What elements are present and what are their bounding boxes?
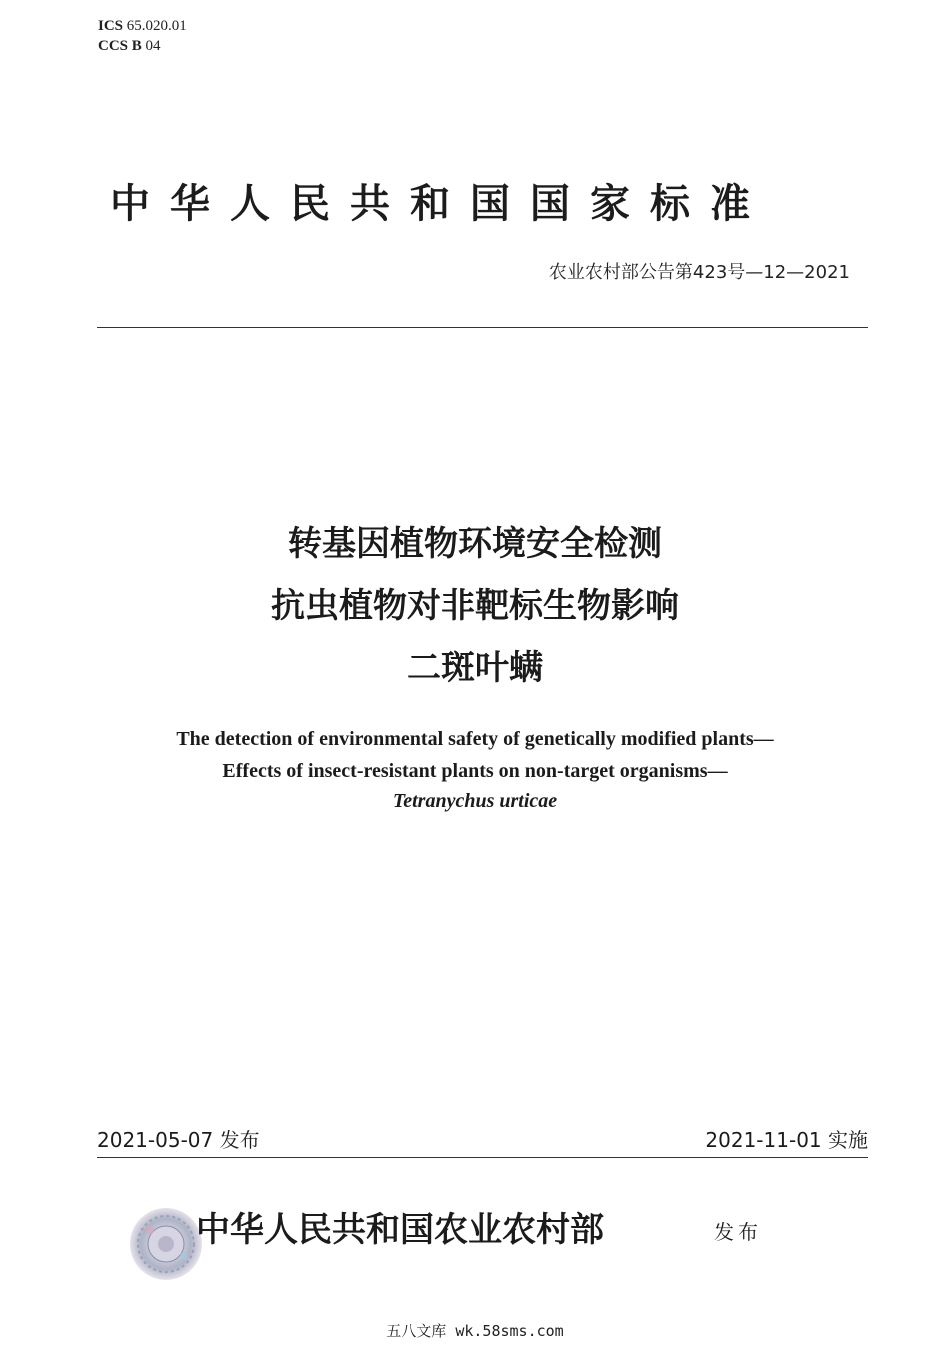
title-cn-line3: 二斑叶螨 xyxy=(407,648,543,688)
classification-codes xyxy=(98,16,187,56)
ccs-code xyxy=(98,36,187,56)
issue-date: 2021-05-07 发布 xyxy=(97,1128,260,1152)
standard-number: 农业农村部公告第423号—12—2021 xyxy=(548,262,850,283)
ccs-label: CCS B xyxy=(98,38,142,54)
issuer-suffix: 发布 xyxy=(714,1220,762,1244)
ics-value: 65.020.01 xyxy=(126,18,187,34)
title-cn-line2: 抗虫植物对非靶标生物影响 xyxy=(271,586,679,626)
ccs-value: 04 xyxy=(145,38,161,54)
national-standard-title: 中华人民共和国国家标准 xyxy=(110,180,770,227)
title-en-line1: The detection of environmental safety of genetically modified plants— xyxy=(176,728,774,750)
title-en-line3: Tetranychus urticae xyxy=(392,790,558,812)
issuing-authority: 中华人民共和国农业农村部 xyxy=(196,1210,604,1250)
site-watermark: 五八文库 wk.58sms.com xyxy=(386,1322,564,1340)
implementation-date: 2021-11-01 实施 xyxy=(705,1128,868,1152)
hologram-seal-icon xyxy=(128,1206,204,1282)
title-en-line2: Effects of insect-resistant plants on non-target organisms— xyxy=(222,760,728,782)
ics-code xyxy=(98,16,187,36)
ics-label: ICS xyxy=(98,18,124,34)
top-divider xyxy=(97,327,868,328)
title-cn-line1: 转基因植物环境安全检测 xyxy=(288,524,662,564)
bottom-divider xyxy=(97,1157,868,1158)
